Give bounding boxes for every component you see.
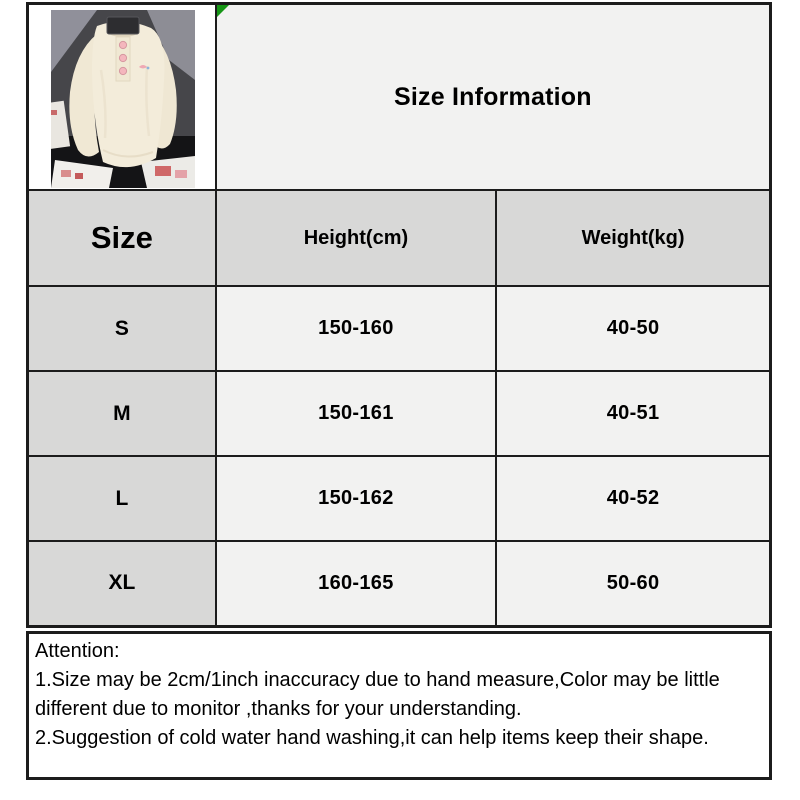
table-row-s xyxy=(28,286,771,371)
size-label: S xyxy=(28,286,216,371)
product-photo xyxy=(51,10,195,188)
size-table xyxy=(26,2,772,628)
column-header-size: Size xyxy=(28,190,216,286)
table-row-m xyxy=(28,371,771,456)
attention-line-1: 1.Size may be 2cm/1inch inaccuracy due to hand measure,Color may be little xyxy=(35,668,720,691)
height-value: 150-161 xyxy=(216,371,496,456)
size-chart-sheet xyxy=(26,2,772,780)
height-value: 160-165 xyxy=(216,541,496,626)
size-label: M xyxy=(28,371,216,456)
excel-error-triangle-icon xyxy=(217,5,229,17)
size-label: L xyxy=(28,456,216,541)
table-row-l xyxy=(28,456,771,541)
weight-value: 40-51 xyxy=(496,371,770,456)
attention-line-3: 2.Suggestion of cold water hand washing,it can help items keep their shape. xyxy=(35,726,709,749)
weight-value: 40-50 xyxy=(496,286,770,371)
size-label: XL xyxy=(28,541,216,626)
height-value: 150-160 xyxy=(216,286,496,371)
image-title-row xyxy=(28,4,771,191)
table-header-row xyxy=(28,190,771,286)
weight-value: 50-60 xyxy=(496,541,770,626)
page-title: Size Information xyxy=(394,82,592,111)
size-information-header-cell xyxy=(216,4,771,191)
attention-heading: Attention: xyxy=(35,639,120,662)
table-row-xl xyxy=(28,541,771,626)
product-photo-cell xyxy=(28,4,216,191)
column-header-height: Height(cm) xyxy=(216,190,496,286)
attention-line-2: different due to monitor ,thanks for your understanding. xyxy=(35,697,522,720)
column-header-weight: Weight(kg) xyxy=(496,190,770,286)
weight-value: 40-52 xyxy=(496,456,770,541)
height-value: 150-162 xyxy=(216,456,496,541)
attention-notes xyxy=(26,631,772,780)
